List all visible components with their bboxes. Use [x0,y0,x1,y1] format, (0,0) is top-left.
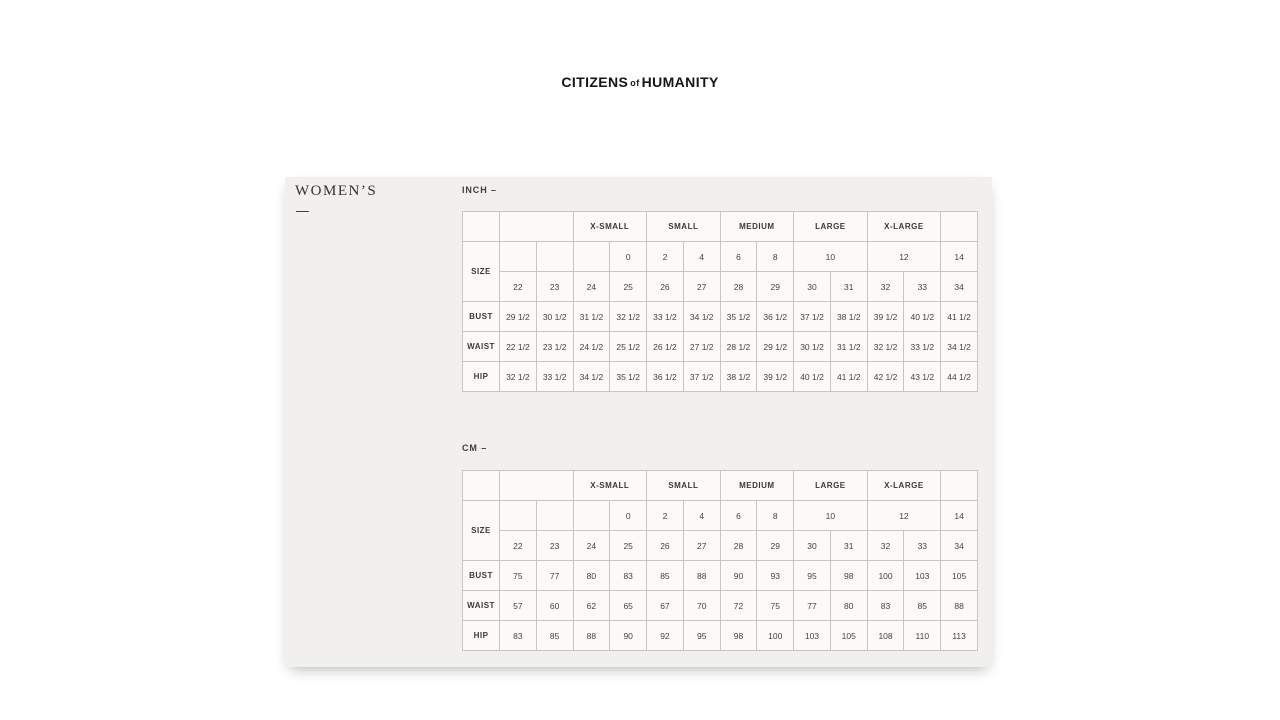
measurement-value-cell: 80 [573,561,610,591]
measurement-value-cell: 95 [683,621,720,651]
numeric-size-cell: 30 [794,272,831,302]
measurement-row-label-cell: WAIST [463,332,500,362]
measurement-value-cell: 77 [794,591,831,621]
us-size-cell: 12 [867,501,941,531]
measurement-value-cell: 98 [830,561,867,591]
measurement-value-cell: 105 [830,621,867,651]
numeric-size-cell: 23 [536,531,573,561]
measurement-value-cell: 57 [500,591,537,621]
inch-size-table [462,211,978,392]
measurement-value-cell: 72 [720,591,757,621]
category-header-cell: X-LARGE [867,471,941,501]
empty-size-cell [573,242,610,272]
measurement-value-cell: 103 [904,561,941,591]
measurement-value-cell: 90 [610,621,647,651]
corner-cell [463,212,500,242]
numeric-size-cell: 31 [830,531,867,561]
measurement-value-cell: 98 [720,621,757,651]
us-size-cell: 10 [794,242,868,272]
measurement-value-cell: 33 1/2 [536,362,573,392]
measurement-value-cell: 30 1/2 [794,332,831,362]
measurement-value-cell: 27 1/2 [683,332,720,362]
measurement-value-cell: 43 1/2 [904,362,941,392]
empty-size-cell [573,501,610,531]
measurement-value-cell: 39 1/2 [757,362,794,392]
numeric-size-cell: 25 [610,531,647,561]
numeric-size-cell: 34 [941,272,978,302]
measurement-value-cell: 100 [867,561,904,591]
category-header-cell: MEDIUM [720,471,794,501]
us-size-cell: 4 [683,501,720,531]
us-size-cell: 6 [720,242,757,272]
us-size-cell: 12 [867,242,941,272]
numeric-size-cell: 34 [941,531,978,561]
measurement-value-cell: 25 1/2 [610,332,647,362]
numeric-size-cell: 26 [647,531,684,561]
measurement-value-cell: 85 [647,561,684,591]
measurement-value-cell: 39 1/2 [867,302,904,332]
empty-category-cell [500,471,574,501]
brand-logo[interactable] [0,74,1280,90]
measurement-value-cell: 83 [500,621,537,651]
measurement-value-cell: 33 1/2 [904,332,941,362]
logo-text-of: of [630,78,640,88]
numeric-size-cell: 24 [573,272,610,302]
corner-cell [463,471,500,501]
measurement-value-cell: 24 1/2 [573,332,610,362]
womens-section-title: WOMEN’S [295,183,378,199]
category-header-cell: X-SMALL [573,212,647,242]
empty-size-cell [500,242,537,272]
title-underline [296,211,309,212]
numeric-size-cell: 27 [683,531,720,561]
numeric-size-cell: 28 [720,531,757,561]
measurement-value-cell: 75 [757,591,794,621]
cm-size-table-container [462,470,978,651]
empty-category-cell [941,471,978,501]
measurement-value-cell: 37 1/2 [794,302,831,332]
category-header-cell: SMALL [647,471,721,501]
empty-category-cell [500,212,574,242]
measurement-value-cell: 67 [647,591,684,621]
measurement-value-cell: 70 [683,591,720,621]
category-header-cell: LARGE [794,471,868,501]
measurement-value-cell: 36 1/2 [757,302,794,332]
numeric-size-cell: 33 [904,531,941,561]
category-header-cell: MEDIUM [720,212,794,242]
empty-category-cell [941,212,978,242]
category-header-cell: X-SMALL [573,471,647,501]
measurement-value-cell: 44 1/2 [941,362,978,392]
measurement-value-cell: 31 1/2 [573,302,610,332]
measurement-value-cell: 37 1/2 [683,362,720,392]
size-row-label-cell: SIZE [463,242,500,302]
measurement-value-cell: 93 [757,561,794,591]
measurement-value-cell: 105 [941,561,978,591]
measurement-value-cell: 30 1/2 [536,302,573,332]
measurement-row-label-cell: HIP [463,362,500,392]
numeric-size-cell: 31 [830,272,867,302]
us-size-cell: 8 [757,501,794,531]
measurement-value-cell: 77 [536,561,573,591]
measurement-value-cell: 34 1/2 [683,302,720,332]
logo-text-humanity: HUMANITY [641,74,719,90]
numeric-size-cell: 29 [757,531,794,561]
measurement-value-cell: 88 [941,591,978,621]
numeric-size-cell: 25 [610,272,647,302]
numeric-size-cell: 29 [757,272,794,302]
measurement-value-cell: 26 1/2 [647,332,684,362]
measurement-value-cell: 35 1/2 [610,362,647,392]
empty-size-cell [500,501,537,531]
us-size-cell: 4 [683,242,720,272]
measurement-value-cell: 83 [867,591,904,621]
empty-size-cell [536,242,573,272]
empty-size-cell [536,501,573,531]
measurement-row-label-cell: WAIST [463,591,500,621]
measurement-value-cell: 110 [904,621,941,651]
measurement-row-label-cell: BUST [463,302,500,332]
measurement-value-cell: 103 [794,621,831,651]
measurement-value-cell: 42 1/2 [867,362,904,392]
measurement-value-cell: 41 1/2 [830,362,867,392]
measurement-value-cell: 85 [536,621,573,651]
measurement-value-cell: 90 [720,561,757,591]
measurement-value-cell: 36 1/2 [647,362,684,392]
logo-text-citizens: CITIZENS [561,74,629,90]
measurement-value-cell: 23 1/2 [536,332,573,362]
measurement-value-cell: 85 [904,591,941,621]
cm-unit-label: CM – [462,443,488,453]
us-size-cell: 2 [647,501,684,531]
category-header-cell: X-LARGE [867,212,941,242]
numeric-size-cell: 23 [536,272,573,302]
measurement-value-cell: 80 [830,591,867,621]
numeric-size-cell: 32 [867,272,904,302]
measurement-row-label-cell: HIP [463,621,500,651]
category-header-cell: SMALL [647,212,721,242]
measurement-value-cell: 92 [647,621,684,651]
measurement-value-cell: 40 1/2 [904,302,941,332]
numeric-size-cell: 30 [794,531,831,561]
us-size-cell: 2 [647,242,684,272]
measurement-value-cell: 34 1/2 [573,362,610,392]
measurement-value-cell: 88 [683,561,720,591]
measurement-value-cell: 60 [536,591,573,621]
numeric-size-cell: 27 [683,272,720,302]
measurement-row-label-cell: BUST [463,561,500,591]
us-size-cell: 8 [757,242,794,272]
us-size-cell: 0 [610,242,647,272]
numeric-size-cell: 24 [573,531,610,561]
us-size-cell: 14 [941,501,978,531]
measurement-value-cell: 40 1/2 [794,362,831,392]
numeric-size-cell: 33 [904,272,941,302]
inch-size-table-container [462,211,978,392]
measurement-value-cell: 62 [573,591,610,621]
measurement-value-cell: 88 [573,621,610,651]
us-size-cell: 10 [794,501,868,531]
category-header-cell: LARGE [794,212,868,242]
measurement-value-cell: 41 1/2 [941,302,978,332]
measurement-value-cell: 100 [757,621,794,651]
size-guide-panel [285,177,992,667]
measurement-value-cell: 33 1/2 [647,302,684,332]
measurement-value-cell: 32 1/2 [867,332,904,362]
measurement-value-cell: 32 1/2 [500,362,537,392]
measurement-value-cell: 29 1/2 [500,302,537,332]
measurement-value-cell: 31 1/2 [830,332,867,362]
measurement-value-cell: 83 [610,561,647,591]
measurement-value-cell: 28 1/2 [720,332,757,362]
numeric-size-cell: 22 [500,272,537,302]
numeric-size-cell: 32 [867,531,904,561]
measurement-value-cell: 65 [610,591,647,621]
measurement-value-cell: 38 1/2 [830,302,867,332]
us-size-cell: 14 [941,242,978,272]
size-row-label-cell: SIZE [463,501,500,561]
numeric-size-cell: 22 [500,531,537,561]
numeric-size-cell: 26 [647,272,684,302]
us-size-cell: 0 [610,501,647,531]
inch-unit-label: INCH – [462,185,497,195]
measurement-value-cell: 32 1/2 [610,302,647,332]
measurement-value-cell: 108 [867,621,904,651]
measurement-value-cell: 35 1/2 [720,302,757,332]
measurement-value-cell: 22 1/2 [500,332,537,362]
measurement-value-cell: 34 1/2 [941,332,978,362]
measurement-value-cell: 113 [941,621,978,651]
measurement-value-cell: 29 1/2 [757,332,794,362]
measurement-value-cell: 75 [500,561,537,591]
numeric-size-cell: 28 [720,272,757,302]
measurement-value-cell: 38 1/2 [720,362,757,392]
us-size-cell: 6 [720,501,757,531]
measurement-value-cell: 95 [794,561,831,591]
cm-size-table [462,470,978,651]
